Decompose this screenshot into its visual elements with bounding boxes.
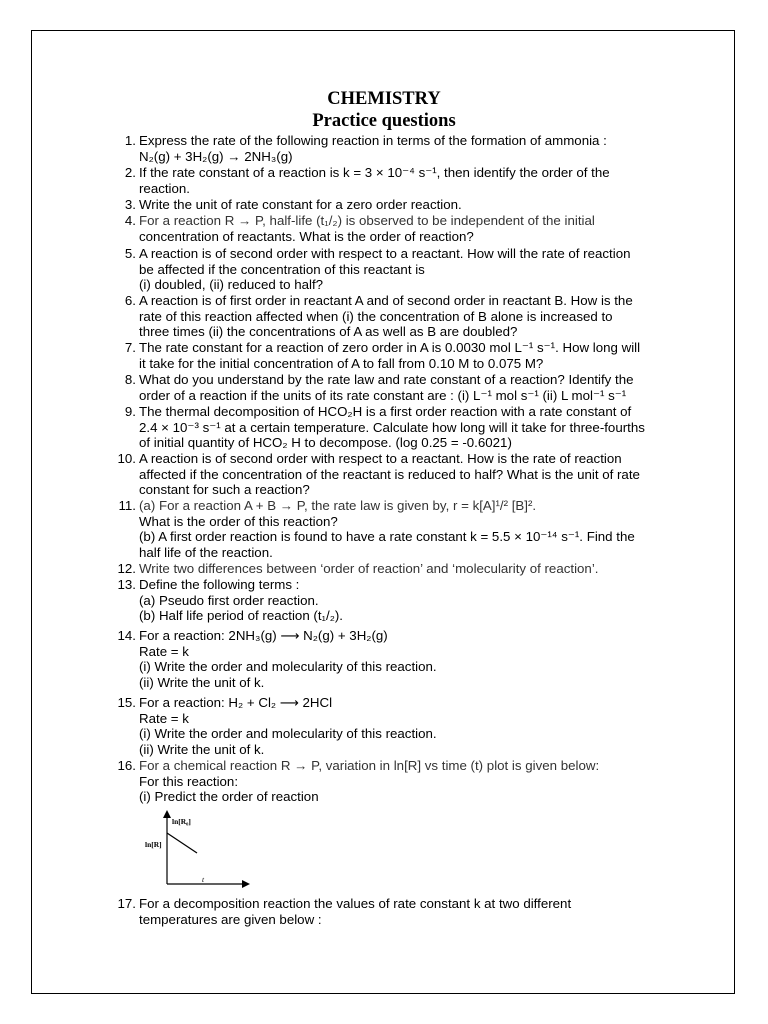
question-line: N₂(g) + 3H₂(g) → 2NH₃(g) (139, 148, 293, 164)
question-number: 3. (124, 197, 136, 212)
question-line: order of a reaction if the units of its rate constant are : (i) L⁻¹ mol s⁻¹ (ii) L mol⁻¹ s⁻¹ (139, 387, 627, 403)
question-line: (i) Write the order and molecularity of this reaction. (139, 726, 437, 742)
question-line: For a chemical reaction R → P, variation in ln[R] vs time (t) plot is given below: (139, 758, 600, 773)
question-line: (b) Half life period of reaction (t₁/₂). (139, 608, 344, 624)
question-number: 7. (124, 340, 136, 355)
question-number: 5. (124, 246, 136, 261)
question-line: Rate = k (139, 643, 189, 659)
question-line: For a reaction: H₂ + Cl₂ ⟶ 2HCl (139, 695, 333, 710)
question-line: half life of the reaction. (139, 544, 273, 560)
plot-x-arrow (242, 880, 250, 888)
question-number: 14. (117, 628, 136, 643)
question-line: affected if the concentration of the reactant is reduced to half? What is the unit of rate (139, 466, 640, 482)
page-subtitle: Practice questions (312, 111, 456, 131)
question-line: (i) doubled, (ii) reduced to half? (139, 277, 324, 293)
question-line: What is the order of this reaction? (139, 513, 338, 529)
page-title: CHEMISTRY (327, 89, 441, 109)
question-line: For a reaction R → P, half-life (t₁/₂) is observed to be independent of the initial (139, 213, 595, 228)
question-line: rate of this reaction affected when (i) the concentration of B alone is increased to (139, 308, 613, 324)
plot-line (167, 833, 197, 853)
question-number: 11. (118, 498, 136, 513)
question-number: 15. (117, 695, 136, 710)
question-number: 6. (124, 293, 136, 308)
question-line: Write two differences between ‘order of reaction’ and ‘molecularity of reaction’. (139, 561, 599, 576)
question-line: Rate = k (139, 710, 189, 726)
question-line: (ii) Write the unit of k. (139, 674, 265, 690)
question-number: 10. (117, 451, 136, 466)
question-line: The rate constant for a reaction of zero order in A is 0.0030 mol L⁻¹ s⁻¹. How long will (139, 340, 641, 355)
plot-line-label: ln[R₀] (172, 817, 191, 826)
question-line: be affected if the concentration of this reactant is (139, 261, 425, 277)
question-number: 4. (124, 213, 136, 228)
question-line: A reaction is of first order in reactant A and of second order in reactant B. How is the (139, 293, 633, 308)
plot-x-label: t (202, 875, 205, 884)
question-line: concentration of reactants. What is the order of reaction? (139, 228, 474, 244)
question-line: (ii) Write the unit of k. (139, 741, 265, 757)
question-line: For this reaction: (139, 773, 239, 789)
question-number: 12. (117, 561, 136, 576)
question-number: 9. (124, 404, 136, 419)
question-line: (a) For a reaction A + B → P, the rate law is given by, r = k[A]¹/² [B]². (139, 498, 537, 513)
question-number: 1. (124, 133, 136, 148)
question-number: 2. (124, 165, 136, 180)
question-number: 16. (117, 758, 136, 773)
question-line: For a decomposition reaction the values of rate constant k at two different (139, 896, 572, 911)
question-line: (i) Write the order and molecularity of this reaction. (139, 659, 437, 675)
question-line: constant for such a reaction? (139, 482, 310, 498)
question-line: 2.4 × 10⁻³ s⁻¹ at a certain temperature. Calculate how long will it take for three-fourths (139, 419, 645, 435)
question-line: What do you understand by the rate law and rate constant of a reaction? Identify the (139, 372, 634, 387)
question-line: Write the unit of rate constant for a zero order reaction. (139, 197, 462, 212)
question-line: it take for the initial concentration of A to fall from 0.10 M to 0.075 M? (139, 355, 544, 371)
question-line: For a reaction: 2NH₃(g) ⟶ N₂(g) + 3H₂(g) (139, 628, 388, 643)
question-line: If the rate constant of a reaction is k = 3 × 10⁻⁴ s⁻¹, then identify the order of the (139, 165, 610, 180)
question-line: (i) Predict the order of reaction (139, 789, 319, 805)
question-line: A reaction is of second order with respect to a reactant. How will the rate of reaction (139, 246, 631, 261)
question-number: 13. (117, 577, 136, 592)
question-line: Define the following terms : (139, 577, 300, 592)
question-number: 17. (117, 896, 136, 911)
ln-r-vs-t-plot (142, 810, 252, 894)
plot-y-label: ln[R] (145, 840, 162, 849)
question-line: three times (ii) the concentrations of A as well as B are doubled? (139, 324, 518, 340)
question-line: (b) A first order reaction is found to have a rate constant k = 5.5 × 10⁻¹⁴ s⁻¹. Find the (139, 529, 635, 545)
question-line: of initial quantity of HCO₂ H to decompose. (log 0.25 = -0.6021) (139, 435, 512, 451)
question-line: reaction. (139, 180, 190, 196)
question-line: A reaction is of second order with respect to a reactant. How is the rate of reaction (139, 451, 622, 466)
question-number: 8. (124, 372, 136, 387)
question-line: The thermal decomposition of HCO₂H is a first order reaction with a rate constant of (139, 404, 632, 419)
question-line: (a) Pseudo first order reaction. (139, 592, 319, 608)
question-line: temperatures are given below : (139, 911, 322, 927)
plot-y-arrow (163, 810, 171, 818)
question-line: Express the rate of the following reaction in terms of the formation of ammonia : (139, 133, 607, 148)
